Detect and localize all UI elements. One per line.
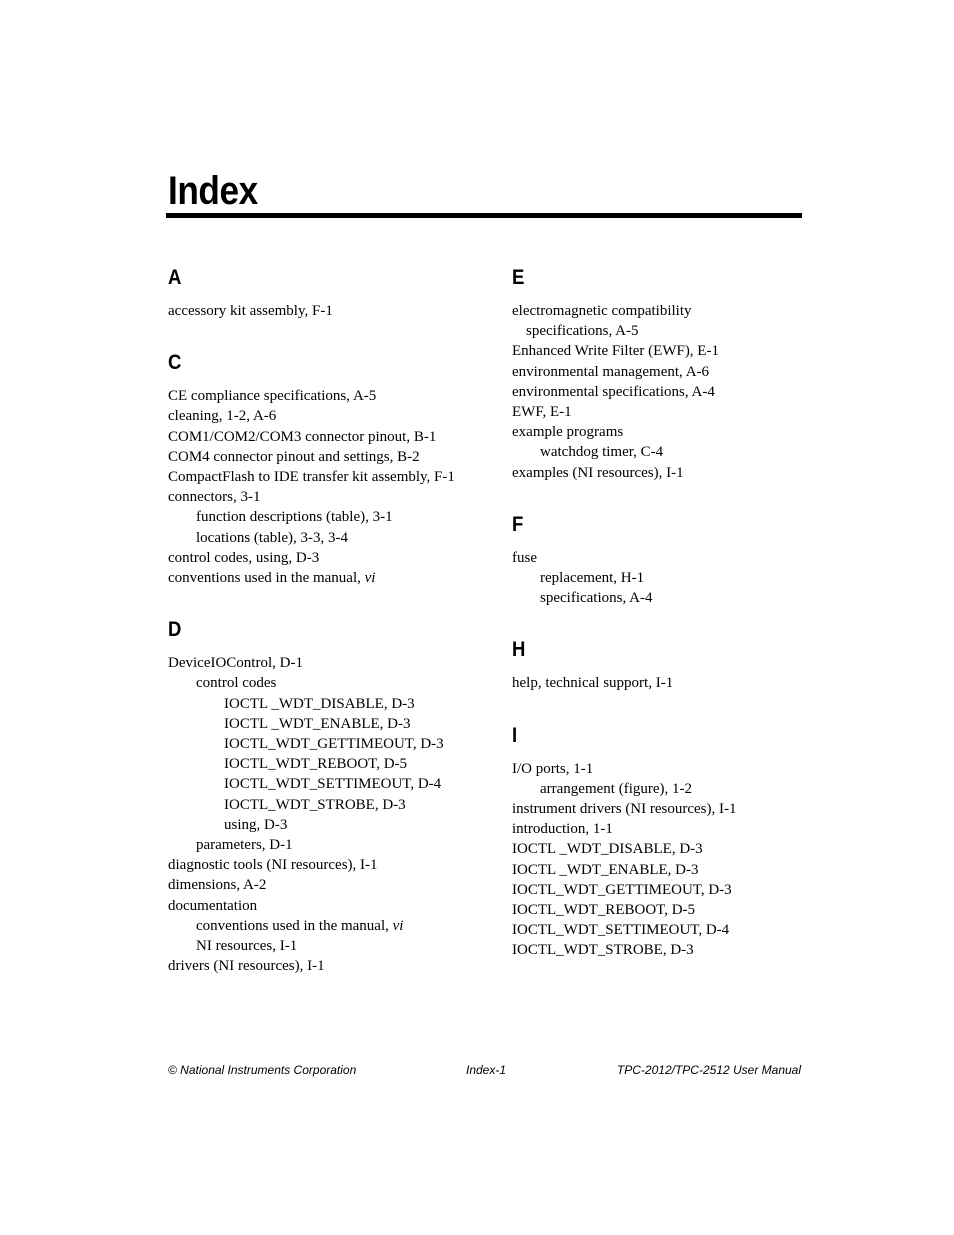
index-section-f — [512, 513, 842, 609]
index-entry: IOCTL_WDT_REBOOT, D-5 — [512, 902, 696, 919]
index-entry: help, technical support, I-1 — [512, 675, 674, 692]
index-section-e — [512, 266, 842, 483]
index-section-c — [168, 351, 498, 588]
index-subsubentry: IOCTL_WDT_GETTIMEOUT, D-3 — [224, 736, 444, 753]
index-entry: IOCTL _WDT_DISABLE, D-3 — [512, 841, 703, 858]
index-subentry: NI resources, I-1 — [196, 938, 298, 955]
page-title: Index — [168, 169, 258, 213]
index-subentry: function descriptions (table), 3-1 — [196, 509, 393, 526]
index-entry: environmental management, A-6 — [512, 363, 710, 380]
index-entry: electromagnetic compatibility — [512, 303, 692, 319]
section-letter: H — [512, 638, 526, 662]
index-entry: diagnostic tools (NI resources), I-1 — [168, 857, 378, 874]
index-subsubentry: IOCTL _WDT_DISABLE, D-3 — [224, 695, 415, 712]
index-section-h — [512, 638, 842, 693]
index-entry: EWF, E-1 — [512, 404, 572, 421]
index-subentry: parameters, D-1 — [196, 837, 293, 854]
index-entry: accessory kit assembly, F-1 — [168, 303, 333, 319]
index-entry: example programs — [512, 424, 624, 441]
index-entry: COM1/COM2/COM3 connector pinout, B-1 — [168, 428, 437, 445]
index-subsubentry: IOCTL_WDT_SETTIMEOUT, D-4 — [224, 776, 442, 793]
index-column-right — [512, 262, 842, 991]
index-section-i — [512, 724, 842, 961]
entry-text: conventions used in the manual, — [168, 570, 365, 587]
index-entry: cleaning, 1-2, A-6 — [168, 408, 277, 425]
index-entry: documentation — [168, 897, 258, 914]
index-entry: IOCTL_WDT_SETTIMEOUT, D-4 — [512, 922, 730, 939]
entry-text: conventions used in the manual, — [196, 917, 393, 934]
index-entry: IOCTL_WDT_STROBE, D-3 — [512, 942, 694, 959]
section-letter: F — [512, 512, 524, 536]
index-entry: introduction, 1-1 — [512, 821, 613, 838]
section-letter: C — [168, 351, 182, 375]
index-entry: DeviceIOControl, D-1 — [168, 655, 303, 672]
index-entry: CE compliance specifications, A-5 — [168, 388, 377, 405]
footer-manual-title: TPC-2012/TPC-2512 User Manual — [616, 1063, 801, 1077]
index-entry: connectors, 3-1 — [168, 489, 261, 506]
index-entry: COM4 connector pinout and settings, B-2 — [168, 448, 420, 465]
index-entry: IOCTL _WDT_ENABLE, D-3 — [512, 861, 699, 878]
section-letter: D — [168, 618, 182, 642]
index-entry: drivers (NI resources), I-1 — [168, 958, 325, 975]
index-subsubentry: IOCTL_WDT_REBOOT, D-5 — [224, 756, 408, 773]
index-subentry: locations (table), 3-3, 3-4 — [196, 529, 349, 546]
page-ref-italic: vi — [392, 917, 404, 934]
title-rule — [166, 213, 802, 218]
index-subentry: watchdog timer, C-4 — [540, 444, 664, 461]
footer-copyright: © National Instruments Corporation — [168, 1063, 357, 1077]
index-entry: IOCTL_WDT_GETTIMEOUT, D-3 — [512, 881, 732, 898]
page-ref-italic: vi — [364, 570, 376, 587]
index-entry — [168, 568, 498, 588]
index-subentry: arrangement (figure), 1-2 — [540, 780, 693, 797]
section-letter: E — [512, 266, 525, 289]
footer-page-number: Index-1 — [466, 1063, 507, 1077]
index-subentry: control codes — [196, 675, 277, 692]
index-subsubentry: IOCTL _WDT_ENABLE, D-3 — [224, 715, 411, 732]
index-subentry: specifications, A-4 — [540, 590, 653, 607]
index-entry: control codes, using, D-3 — [168, 549, 320, 566]
index-entry: environmental specifications, A-4 — [512, 383, 715, 400]
index-entry: Enhanced Write Filter (EWF), E-1 — [512, 343, 719, 360]
index-entry: dimensions, A-2 — [168, 877, 267, 894]
index-subsubentry: using, D-3 — [224, 816, 288, 833]
index-subentry — [168, 916, 498, 936]
index-section-d — [168, 618, 498, 976]
index-entry: instrument drivers (NI resources), I-1 — [512, 801, 737, 818]
index-entry: CompactFlash to IDE transfer kit assembly, F-1 — [168, 469, 455, 486]
index-subentry: replacement, H-1 — [540, 570, 645, 587]
index-entry-continuation: specifications, A-5 — [526, 323, 639, 340]
index-section-a — [168, 266, 498, 321]
section-letter: I — [512, 723, 518, 747]
section-letter: A — [168, 266, 182, 289]
index-entry: I/O ports, 1-1 — [512, 760, 594, 777]
index-column-left — [168, 262, 498, 1006]
index-subsubentry: IOCTL_WDT_STROBE, D-3 — [224, 796, 406, 813]
index-entry: fuse — [512, 549, 537, 566]
index-entry: examples (NI resources), I-1 — [512, 464, 684, 481]
